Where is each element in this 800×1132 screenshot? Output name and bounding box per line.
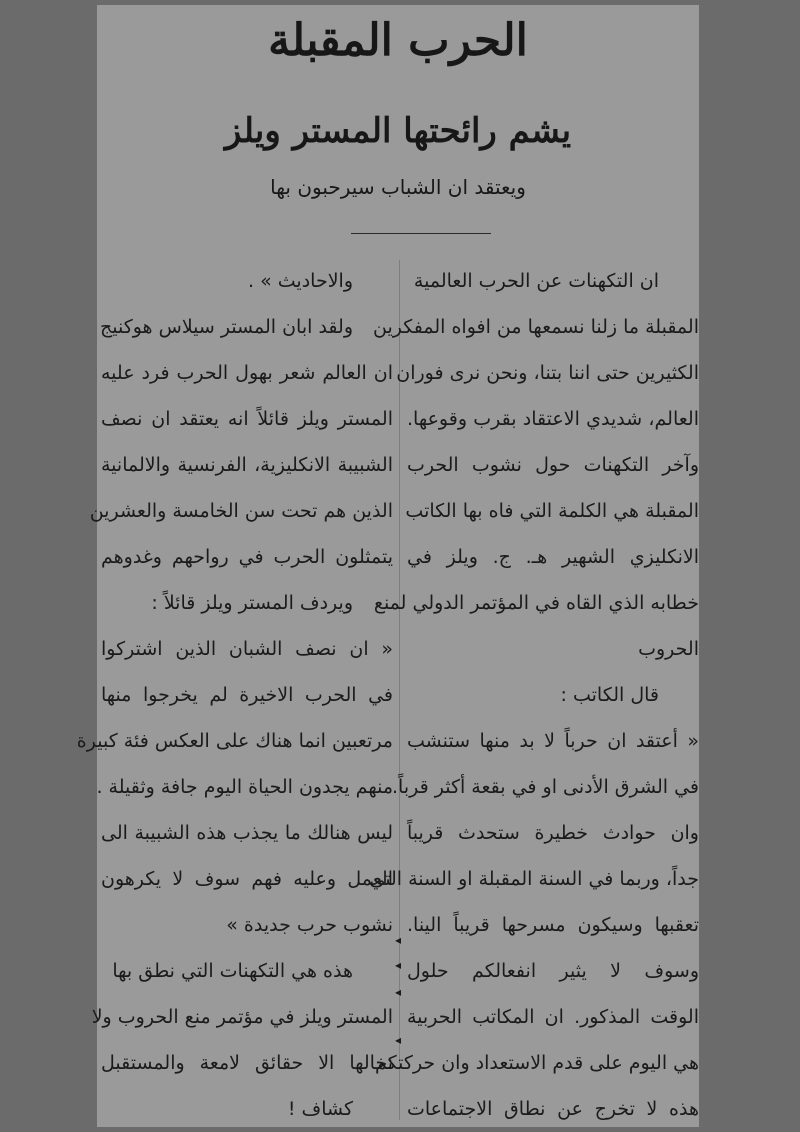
text-line: الانكليزي الشهير هـ. ج. ويلز في [407, 546, 699, 568]
text-line: ولقد ابان المستر سيلاس هوكنيج [99, 316, 353, 338]
text-line: المقبلة هي الكلمة التي فاه بها الكاتب [405, 500, 699, 522]
text-line: « أعتقد ان حرباً لا بد منها ستنشب [407, 730, 699, 752]
text-line: ليس هنالك ما يجذب هذه الشبيبة الى [101, 822, 393, 844]
divider-mark: ◂ [395, 958, 402, 972]
text-line: المقبلة ما زلنا نسمعها من افواه المفكرين [373, 316, 699, 338]
text-line: هذه هي التكهنات التي نطق بها [112, 960, 353, 982]
text-line: العمل وعليه فهم سوف لا يكرهون [101, 868, 393, 890]
text-line: منهم يجدون الحياة اليوم جافة وثقيلة . [96, 776, 393, 798]
text-line: وآخر التكهنات حول نشوب الحرب [407, 454, 699, 476]
text-line: كشاف ! [287, 1098, 353, 1120]
article-subheadline: يشم رائحتها المستر ويلز [224, 111, 572, 151]
article-column-right [369, 258, 699, 1132]
text-line: خطابه الذي القاه في المؤتمر الدولي لمنع [373, 592, 699, 614]
text-line: الكثيرين حتى اننا بتنا، ونحن نرى فوران [396, 362, 699, 384]
text-line: والاحاديث » . [248, 270, 353, 292]
text-line: الوقت المذكور. ان المكاتب الحربية [407, 1006, 699, 1028]
text-line: قال الكاتب : [560, 684, 659, 706]
text-line: هذه لا تخرج عن نطاق الاجتماعات [407, 1098, 699, 1120]
text-line: الحروب [638, 638, 699, 660]
text-line: المستر ويلز قائلاً انه يعتقد ان نصف [101, 408, 393, 430]
text-line: نشوب حرب جديدة » [226, 914, 393, 936]
text-line: ويردف المستر ويلز قائلاً : [151, 592, 353, 614]
text-line: العالم، شديدي الاعتقاد بقرب وقوعها. [407, 408, 699, 430]
text-line: هي اليوم على قدم الاستعداد وان حركتكم [375, 1052, 699, 1074]
divider-mark: ◂ [395, 985, 402, 999]
article-deck: ويعتقد ان الشباب سيرحبون بها [270, 175, 526, 199]
text-line: نخالها الا حقائق لامعة والمستقبل [101, 1052, 393, 1074]
divider-mark: ◂ [395, 1033, 402, 1047]
text-line: ان التكهنات عن الحرب العالمية [413, 270, 659, 292]
headline-divider [351, 233, 491, 234]
text-line: يتمثلون الحرب في رواحهم وغدوهم [101, 546, 393, 568]
text-line: وان حوادث خطيرة ستحدث قريباً [407, 822, 699, 844]
text-line: تعقبها وسيكون مسرحها قريباً الينا. [407, 914, 699, 936]
text-line: الذين هم تحت سن الخامسة والعشرين [89, 500, 393, 522]
text-line: وسوف لا يثير انفعالكم حلول [407, 960, 699, 982]
article-column-left [76, 258, 393, 1132]
newspaper-page [76, 5, 699, 1127]
text-line: الشبيبة الانكليزية، الفرنسية والالمانية [101, 454, 393, 476]
text-line: « ان نصف الشبان الذين اشتركوا [101, 638, 393, 660]
divider-mark: ◂ [395, 933, 402, 947]
text-line: جداً، وربما في السنة المقبلة او السنة التي [369, 868, 699, 890]
text-line: في الشرق الأدنى او في بقعة أكثر قرباً. [392, 776, 699, 798]
article-headline: الحرب المقبلة [268, 15, 528, 66]
text-line: ان العالم شعر بهول الحرب فرد عليه [101, 362, 393, 384]
text-line: مرتعبين انما هناك على العكس فئة كبيرة [76, 730, 393, 752]
text-line: المستر ويلز في مؤتمر منع الحروب ولا [91, 1006, 393, 1028]
text-line: في الحرب الاخيرة لم يخرجوا منها [101, 684, 393, 706]
